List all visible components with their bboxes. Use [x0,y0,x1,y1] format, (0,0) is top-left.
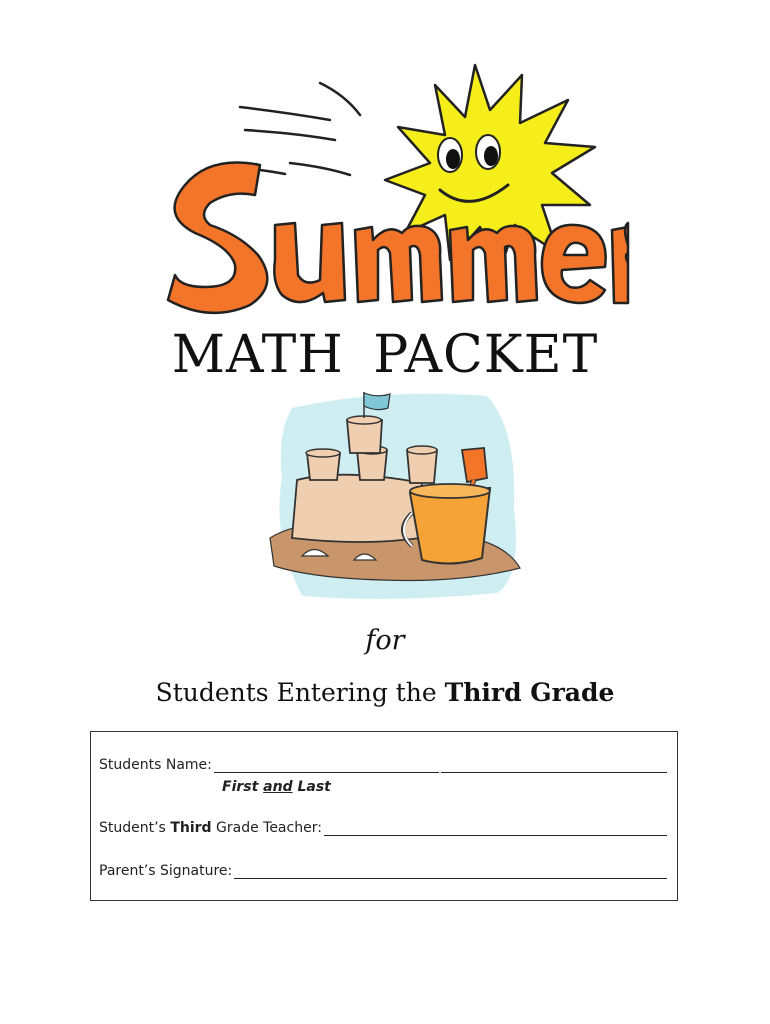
page-title: MATH PACKET [171,325,599,385]
for-text: for [365,625,405,656]
teacher-label [99,820,322,836]
teacher-label-suffix: Grade Teacher: [211,820,322,836]
student-info-box [90,731,678,901]
teacher-field[interactable] [324,821,667,836]
teacher-label-grade: Third [170,820,212,836]
student-name-row [99,757,667,773]
signature-field[interactable] [234,864,667,879]
subtitle [0,678,770,707]
student-name-label: Students Name: [99,757,212,773]
signature-label: Parent’s Signature: [99,863,233,879]
name-hint [222,779,331,795]
name-hint-first: First [222,779,259,795]
name-hint-and: and [263,779,293,795]
student-name-field[interactable] [214,759,667,773]
first-name-line[interactable] [214,759,440,773]
sandcastle-icon [262,388,524,600]
teacher-row [99,820,667,836]
signature-row [99,863,667,879]
name-hint-last: Last [297,779,331,795]
last-name-line[interactable] [441,759,667,773]
subtitle-grade: Third Grade [444,678,615,707]
summer-logo [150,55,630,325]
teacher-label-prefix: Student’s [99,820,171,836]
subtitle-prefix: Students Entering the [155,678,445,707]
